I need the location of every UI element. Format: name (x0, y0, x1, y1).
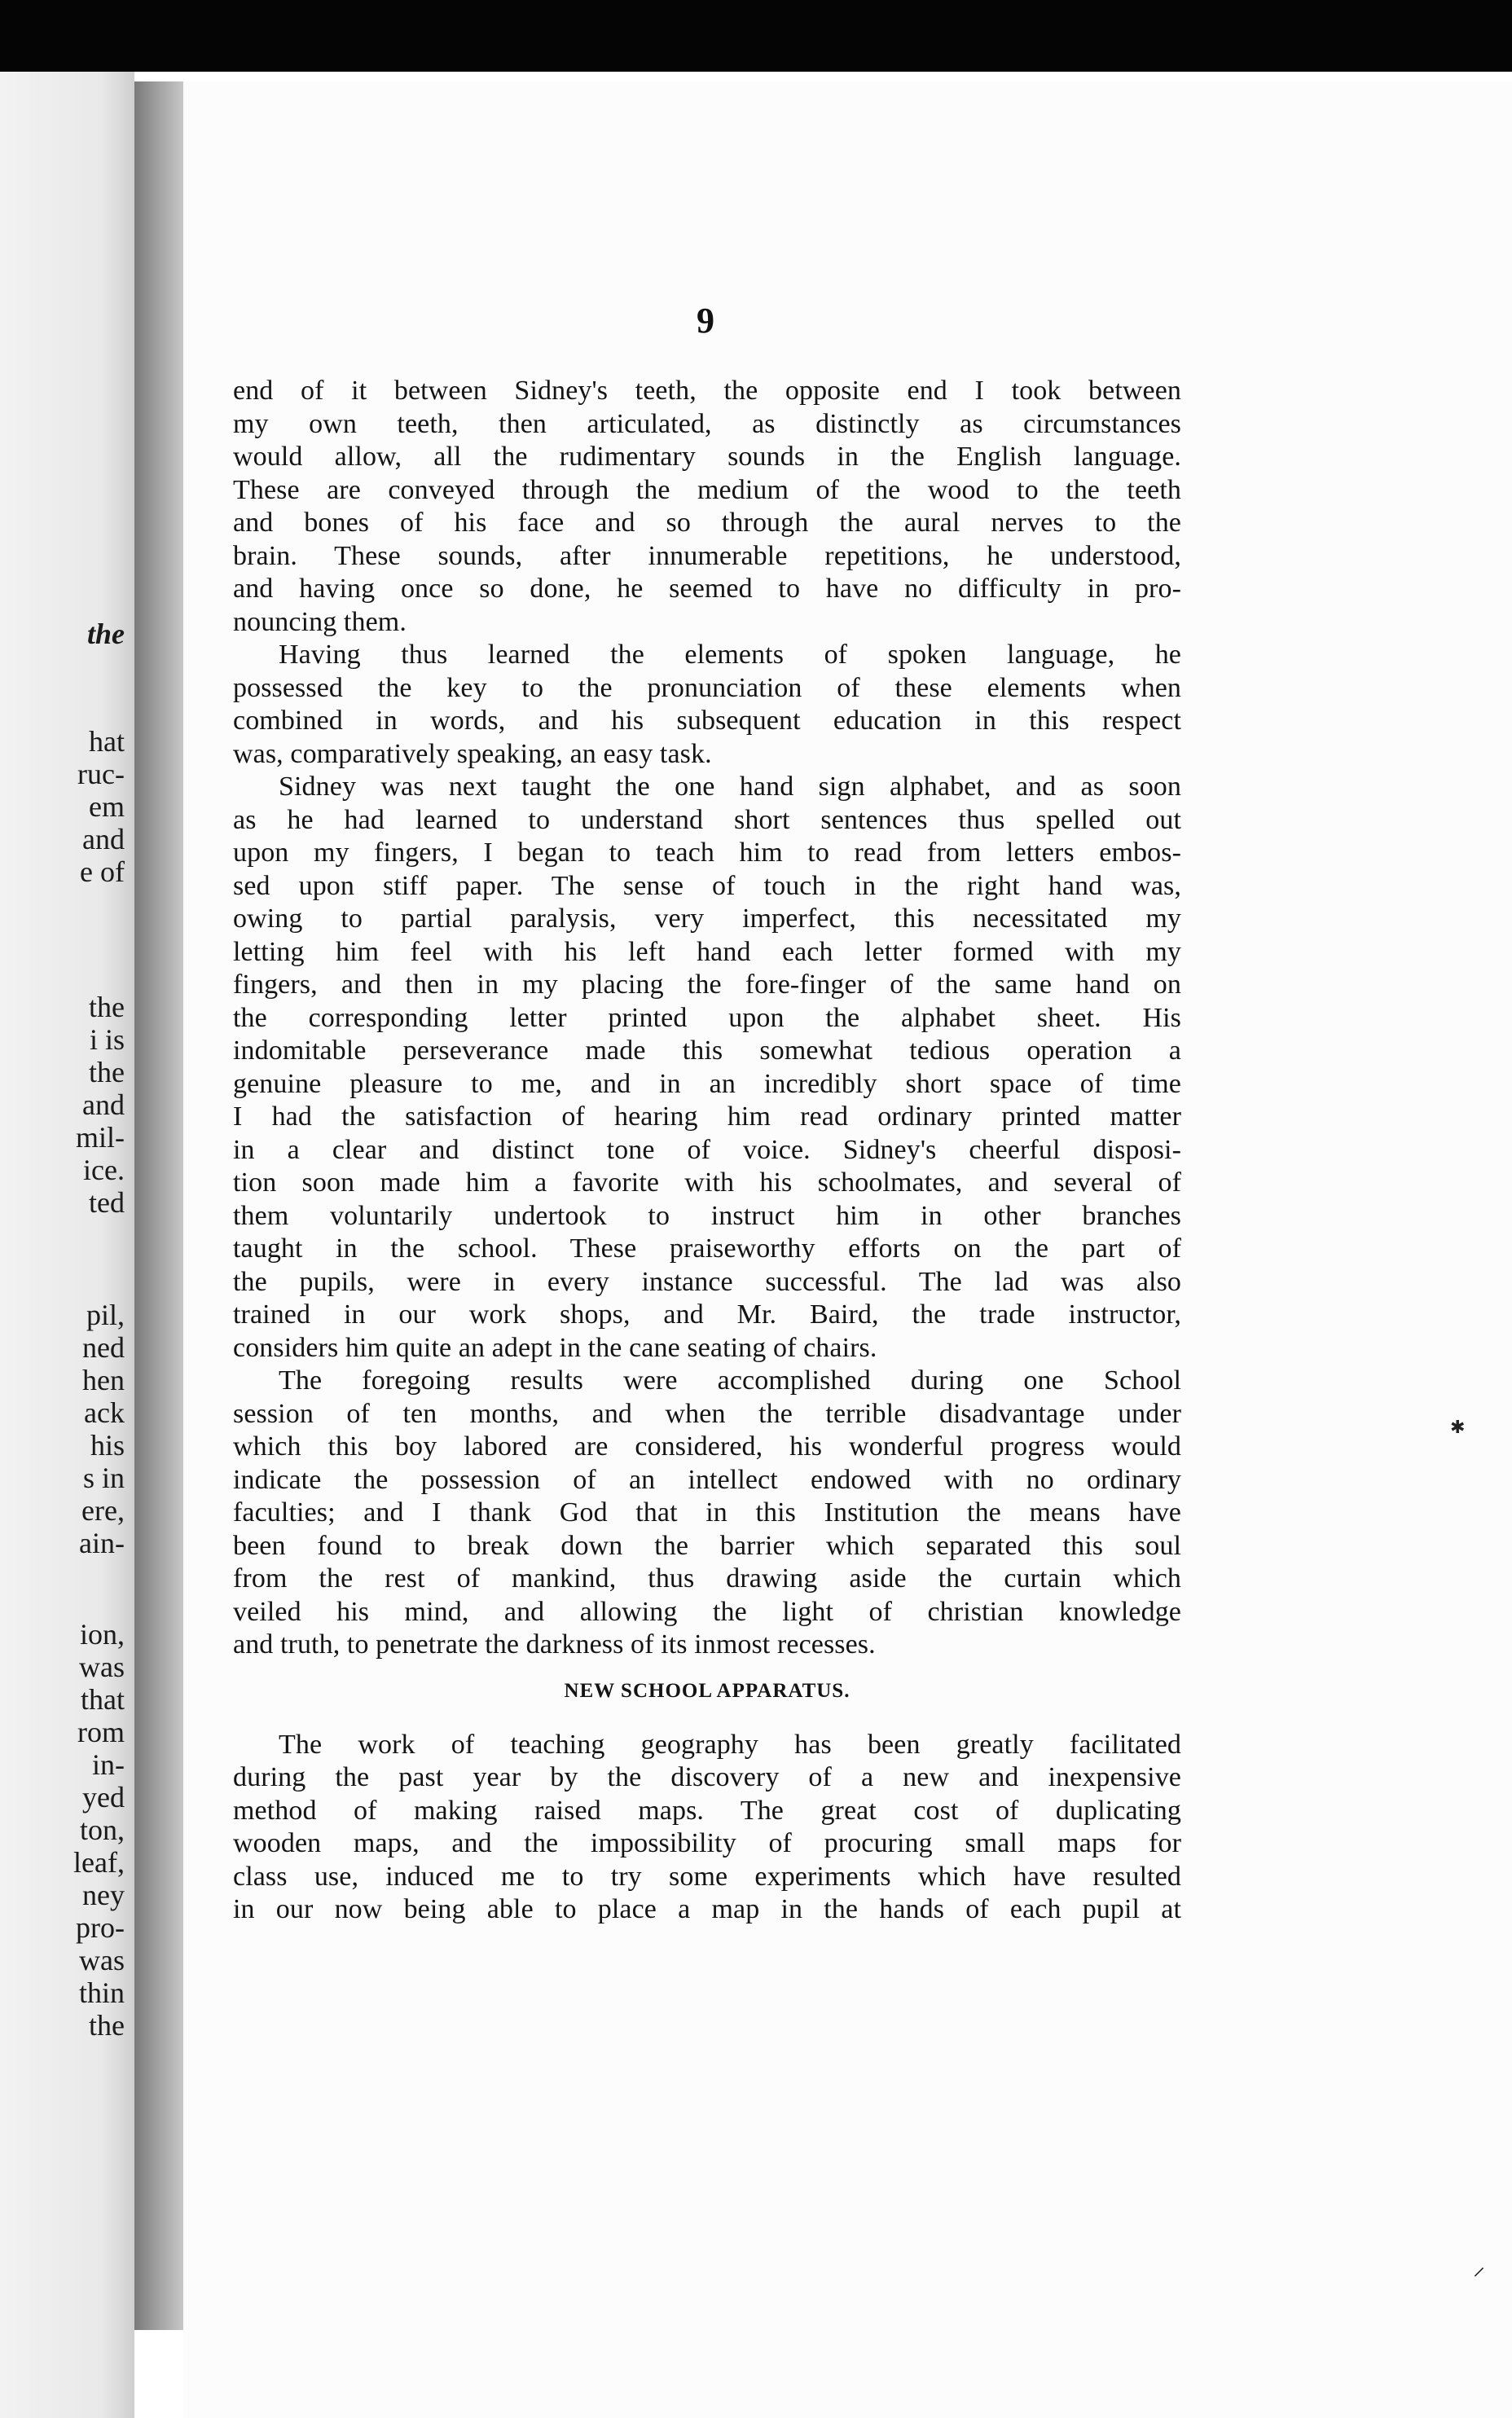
facing-page-fragment: yed (82, 1781, 125, 1814)
page-number: 9 (697, 301, 714, 341)
paragraph (233, 375, 1181, 639)
text-line: indicate the possession of an intellect endowed with no ordinary (233, 1464, 1181, 1495)
text-line: the corresponding letter printed upon the alphabet sheet. His (233, 1002, 1181, 1033)
facing-page-fragment: in- (92, 1748, 125, 1781)
text-line: and bones of his face and so through the aural nerves to the (233, 508, 1181, 538)
facing-page-edge (0, 72, 134, 2418)
text-line: owing to partial paralysis, very imperfect, this necessitated my (233, 903, 1181, 934)
text-line: as he had learned to understand short sentences thus spelled out (233, 804, 1181, 835)
text-line: genuine pleasure to me, and in an incredibly short space of time (233, 1068, 1181, 1099)
facing-page-fragment: ney (82, 1879, 125, 1911)
facing-page-fragment: leaf, (73, 1846, 125, 1879)
text-line: wooden maps, and the impossibility of procuring small maps for (233, 1828, 1181, 1858)
text-line: upon my fingers, I began to teach him to read from letters embos- (233, 838, 1181, 868)
text-line: in our now being able to place a map in the hands of each pupil at (233, 1894, 1181, 1924)
facing-page-fragment: ruc- (77, 758, 125, 790)
facing-page-fragment: was (79, 1651, 125, 1683)
facing-page-fragment: ice. (83, 1154, 125, 1186)
text-line: The foregoing results were accomplished during one School (279, 1365, 1181, 1396)
facing-page-fragment: ack (84, 1396, 125, 1429)
text-line: the pupils, were in every instance successful. The lad was also (233, 1266, 1181, 1297)
text-line: session of ten months, and when the terrible disadvantage under (233, 1398, 1181, 1429)
facing-page-fragment: ton, (79, 1814, 125, 1846)
text-line: method of making raised maps. The great cost of duplicating (233, 1795, 1181, 1826)
text-line: faculties; and I thank God that in this Institution the means have (233, 1497, 1181, 1528)
facing-page-fragment: the (89, 1056, 125, 1088)
text-line: indomitable perseverance made this somewhat tedious operation a (233, 1035, 1181, 1066)
paragraph (233, 639, 1181, 771)
text-line: my own teeth, then articulated, as distinctly as circumstances (233, 408, 1181, 439)
scan-speck: ✱ (1450, 1418, 1466, 1438)
text-line: sed upon stiff paper. The sense of touch in the right hand was, (233, 870, 1181, 901)
facing-page-fragment: ted (89, 1186, 125, 1219)
facing-page-fragment: hen (82, 1364, 125, 1396)
facing-page-fragment: the (89, 2009, 125, 2042)
text-line: fingers, and then in my placing the fore-finger of the same hand on (233, 969, 1181, 1000)
facing-page-fragment: em (89, 790, 125, 823)
facing-page-fragment: ned (82, 1331, 125, 1364)
text-line: considers him quite an adept in the cane seating of chairs. (233, 1332, 877, 1363)
text-line: Sidney was next taught the one hand sign alphabet, and as soon (279, 772, 1181, 802)
text-line: them voluntarily undertook to instruct him in other branches (233, 1200, 1181, 1231)
facing-page-fragment: hat (89, 725, 125, 758)
text-line: in a clear and distinct tone of voice. Sidney's cheerful disposi- (233, 1134, 1181, 1165)
text-line: taught in the school. These praiseworthy efforts on the part of (233, 1233, 1181, 1264)
text-line: was, comparatively speaking, an easy task. (233, 738, 712, 769)
text-line: veiled his mind, and allowing the light of christian knowledge (233, 1596, 1181, 1627)
book-gutter-shadow (134, 81, 183, 2330)
facing-page-fragment: thin (78, 1976, 125, 2009)
text-line: from the rest of mankind, thus drawing aside the curtain which (233, 1563, 1181, 1594)
text-line: I had the satisfaction of hearing him read ordinary printed matter (233, 1101, 1181, 1132)
text-line: tion soon made him a favorite with his schoolmates, and several of (233, 1167, 1181, 1198)
facing-page-fragment: rom (77, 1716, 125, 1748)
text-line: and truth, to penetrate the darkness of its inmost recesses. (233, 1629, 876, 1660)
text-line: combined in words, and his subsequent education in this respect (233, 706, 1181, 736)
facing-page-fragment: s in (82, 1462, 125, 1494)
facing-page-fragment: his (90, 1429, 125, 1462)
section-heading: NEW SCHOOL APPARATUS. (564, 1679, 850, 1702)
facing-page-fragment: pro- (76, 1911, 125, 1944)
text-line: brain. These sounds, after innumerable repetitions, he understood, (233, 540, 1181, 571)
facing-page-fragment: and (82, 1088, 125, 1121)
text-line: possessed the key to the pronunciation of these elements when (233, 672, 1181, 703)
facing-page-fragment: ion, (79, 1618, 125, 1651)
text-line: would allow, all the rudimentary sounds in the English language. (233, 442, 1181, 472)
facing-page-fragment: pil, (86, 1299, 125, 1331)
facing-page-fragment: the (86, 618, 125, 650)
text-line: end of it between Sidney's teeth, the opposite end I took between (233, 376, 1181, 406)
facing-page-fragment: the (89, 991, 125, 1023)
text-line: which this boy labored are considered, his wonderful progress would (233, 1431, 1181, 1462)
paragraph (233, 1365, 1181, 1662)
facing-page-fragment: ain- (79, 1527, 125, 1559)
text-line: Having thus learned the elements of spoken language, he (279, 640, 1181, 670)
facing-page-fragment: i is (89, 1023, 125, 1056)
text-line: trained in our work shops, and Mr. Baird, the trade instructor, (233, 1299, 1181, 1330)
facing-page-fragment: and (82, 823, 125, 855)
text-line: and having once so done, he seemed to have no difficulty in pro- (233, 574, 1181, 604)
facing-page-fragment: mil- (76, 1121, 125, 1154)
body-text (233, 375, 1181, 1927)
facing-page-fragment: ere, (81, 1494, 125, 1527)
facing-page-fragment: was (79, 1944, 125, 1976)
text-line: class use, induced me to try some experiments which have resulted (233, 1861, 1181, 1892)
text-line: been found to break down the barrier which separated this soul (233, 1530, 1181, 1561)
scan-top-border (0, 0, 1512, 72)
text-line: letting him feel with his left hand each letter formed with my (233, 936, 1181, 967)
paragraph (233, 1729, 1181, 1927)
text-line: These are conveyed through the medium of the wood to the teeth (233, 474, 1181, 505)
facing-page-fragment: e of (80, 855, 125, 888)
text-line: The work of teaching geography has been greatly facilitated (279, 1729, 1181, 1760)
text-line: nouncing them. (233, 606, 407, 637)
text-line: during the past year by the discovery of a new and inexpensive (233, 1762, 1181, 1792)
facing-page-fragment: that (81, 1683, 125, 1716)
paragraph (233, 771, 1181, 1365)
scan-speck: ⸝ (1473, 2253, 1485, 2281)
